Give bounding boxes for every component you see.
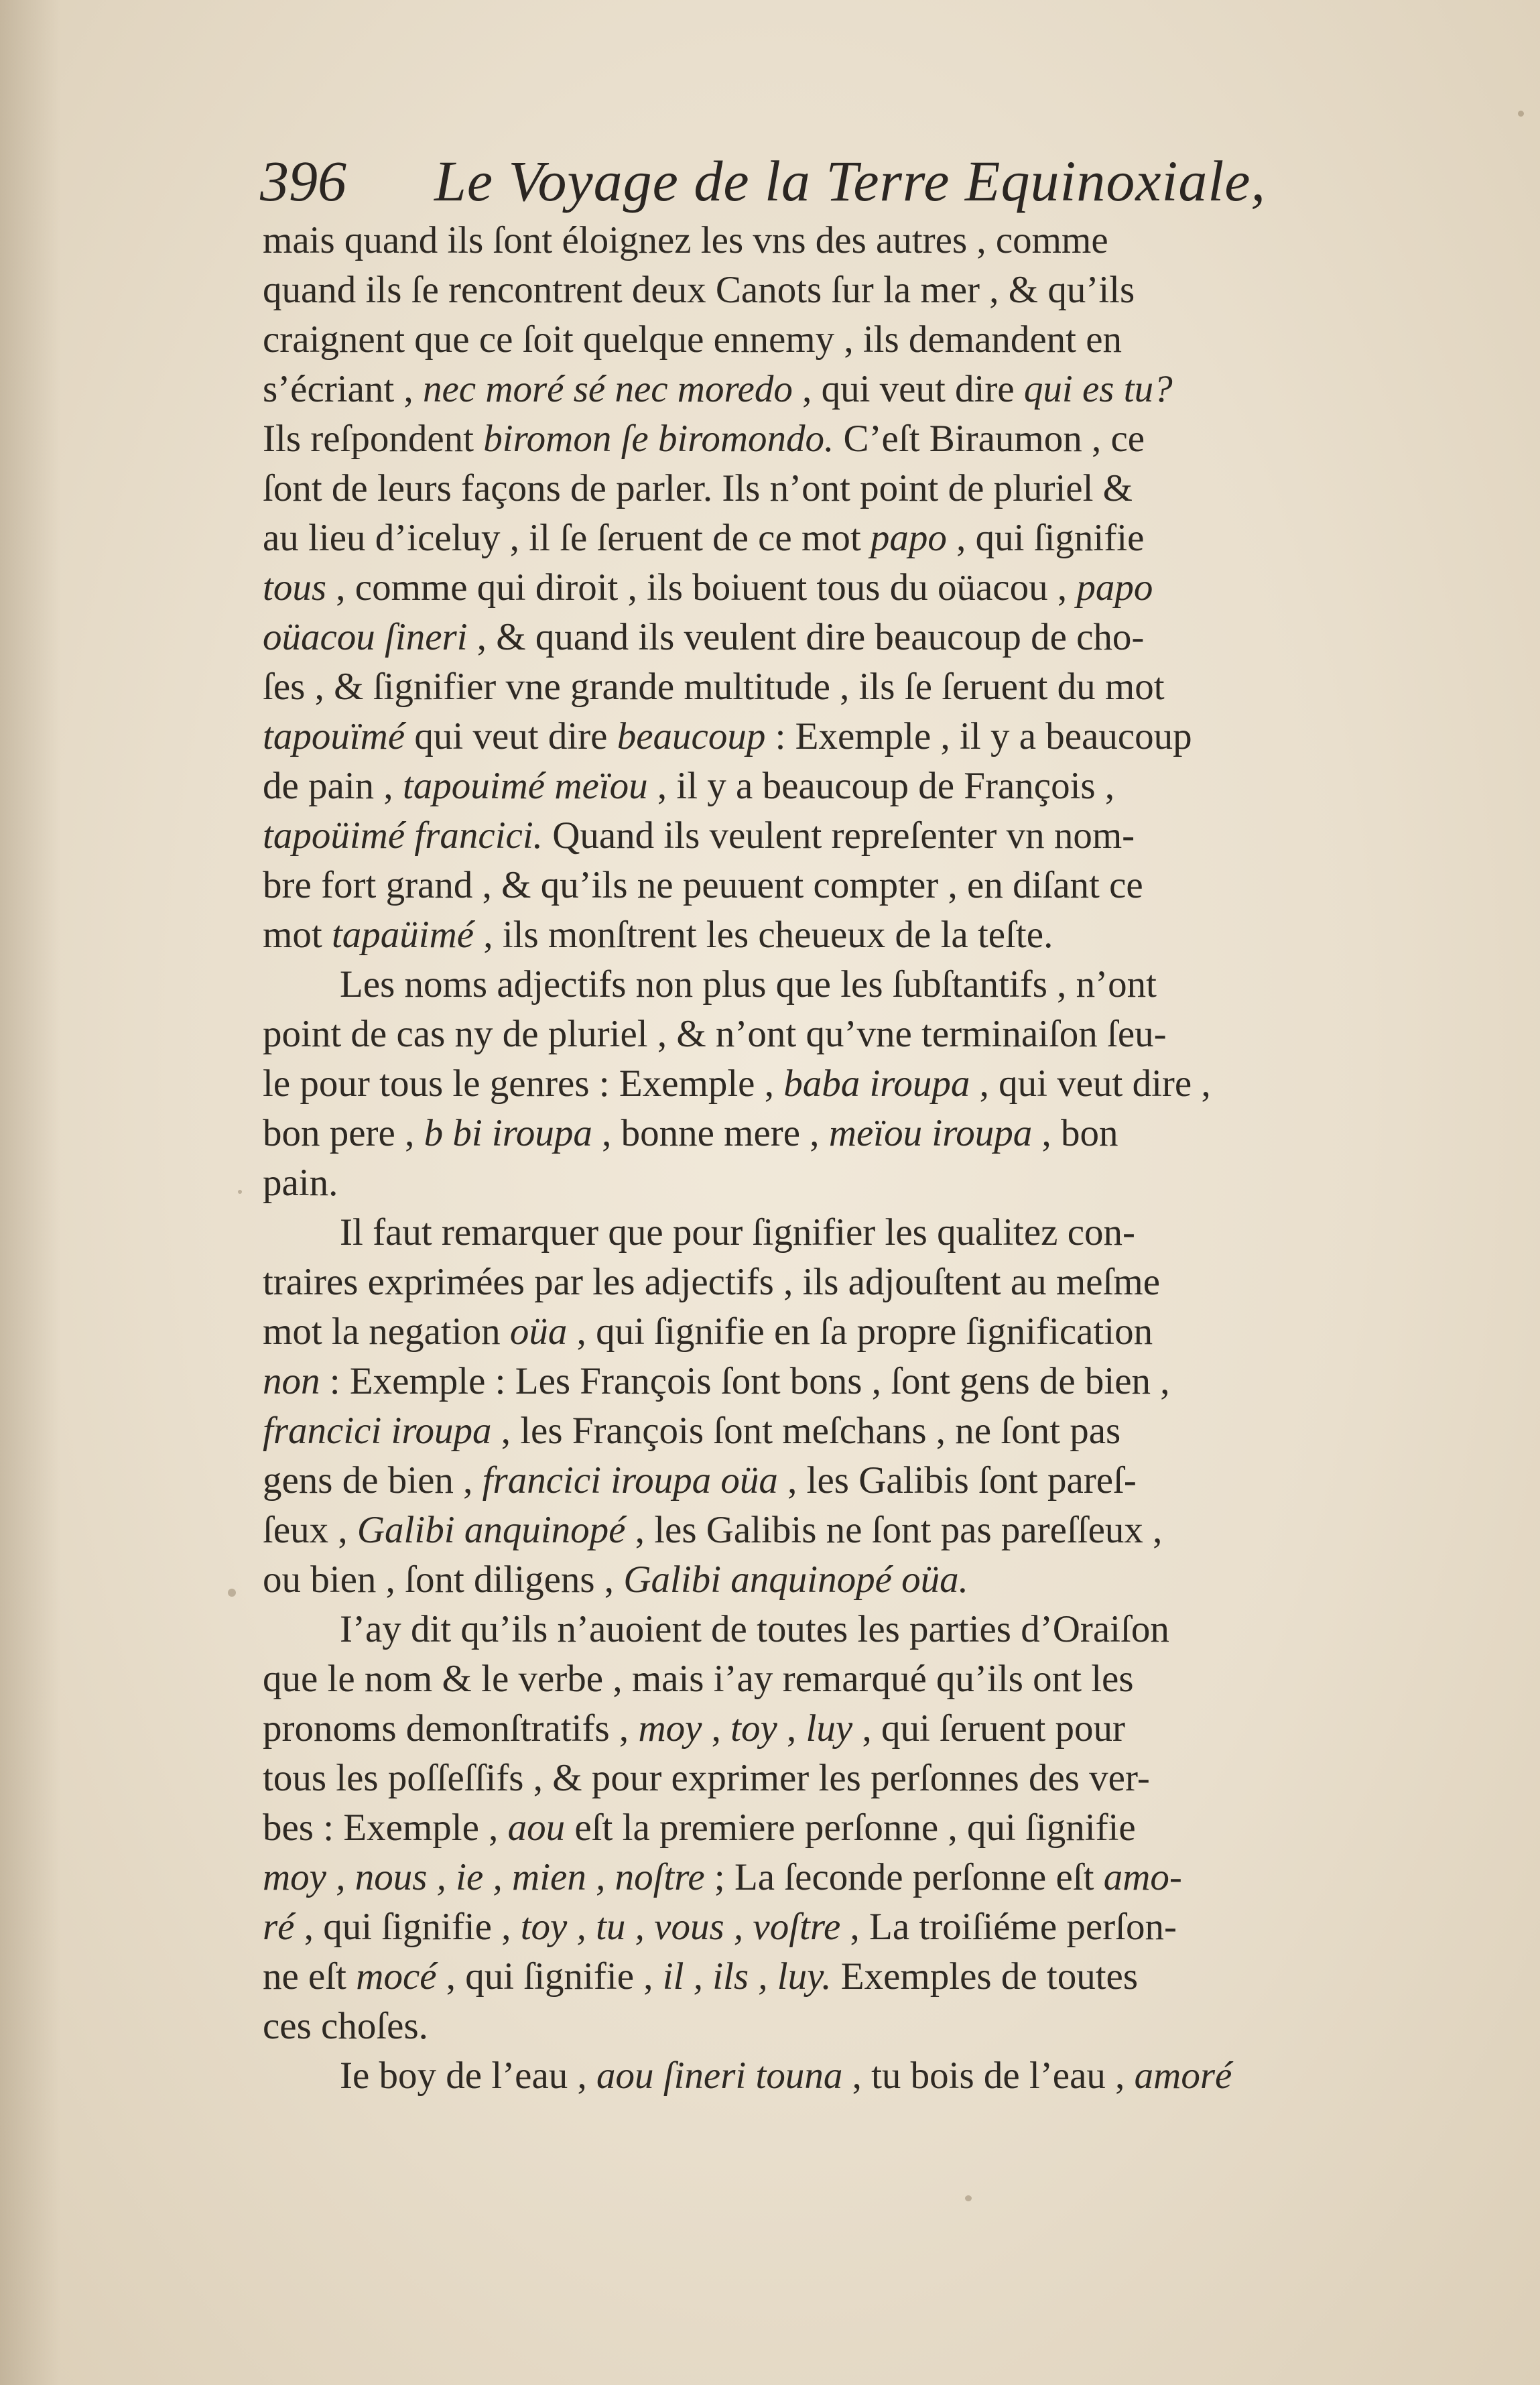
paper-speck [965, 2195, 972, 2201]
paper-speck [238, 1190, 242, 1194]
paper-speck [228, 1589, 236, 1597]
text-segment: , les Galibis ſont pareſ- [777, 1459, 1137, 1502]
text-line [263, 1059, 1429, 1109]
text-line [263, 1853, 1429, 1902]
text-line [263, 1158, 1429, 1208]
text-line [263, 1208, 1429, 1258]
text-segment: bon pere , [263, 1112, 424, 1154]
text-line [263, 513, 1429, 563]
text-segment: , qui ſignifie , [294, 1906, 521, 1948]
italic-term: toy , tu , vous , voſtre [520, 1906, 841, 1948]
text-segment: Exemples de toutes [831, 1955, 1139, 1998]
text-segment: point de cas ny de pluriel , & n’ont qu’vne terminaiſon ſeu- [263, 1013, 1167, 1055]
text-segment: , La troiſiéme perſon- [840, 1906, 1177, 1948]
text-line [263, 712, 1429, 761]
text-segment: eſt la premiere perſonne , qui ſignifie [565, 1807, 1136, 1849]
italic-term: tous [263, 566, 327, 609]
text-line [263, 265, 1429, 315]
text-line [263, 464, 1429, 513]
text-segment: , qui ſignifie en ſa propre ſignification [567, 1310, 1153, 1353]
page-gutter-shadow [0, 0, 60, 2385]
text-line [263, 662, 1429, 712]
text-segment: bes : Exemple , [263, 1807, 508, 1849]
text-segment: traires exprimées par les adjectifs , ils adjouſtent au meſme [263, 1261, 1161, 1303]
text-line [263, 1307, 1429, 1357]
italic-term: il , ils , luy. [662, 1955, 832, 1998]
text-segment: Il faut remarquer que pour ſignifier les qualitez con- [340, 1211, 1136, 1253]
italic-term: aou ſineri touna [596, 2055, 843, 2097]
text-segment: ces choſes. [263, 2005, 428, 2047]
text-segment: ſont de leurs façons de parler. Ils n’ont point de pluriel & [263, 467, 1133, 509]
text-segment: , les Galibis ne ſont pas pareſſeux , [625, 1509, 1163, 1551]
text-segment: , qui ſignifie [946, 517, 1145, 559]
italic-term: francici iroupa [263, 1410, 492, 1452]
text-line [263, 563, 1429, 613]
italic-term: francici iroupa oüa [482, 1459, 778, 1502]
italic-term: amoré [1134, 2055, 1232, 2097]
text-line [263, 1754, 1429, 1803]
text-line [263, 811, 1429, 861]
text-segment: de pain , [263, 765, 403, 807]
page-header [260, 141, 1292, 221]
text-line [263, 910, 1429, 960]
text-line [263, 315, 1429, 365]
text-segment: : Exemple : Les François ſont bons , ſont gens de bien , [320, 1360, 1170, 1402]
text-segment: mais quand ils ſont éloignez les vns des autres , comme [263, 219, 1108, 261]
text-segment: , comme qui diroit , ils boiuent tous du oüacou , [326, 566, 1077, 609]
text-segment: tous les poſſeſſifs , & pour exprimer les perſonnes des ver- [263, 1757, 1150, 1799]
text-segment: , & quand ils veulent dire beaucoup de cho- [467, 616, 1145, 658]
text-segment: pronoms demonſtratifs , [263, 1707, 639, 1750]
italic-term: tapaüimé [331, 914, 474, 956]
text-line [263, 960, 1429, 1010]
text-segment: ne eſt [263, 1955, 357, 1998]
italic-term: Galibi anquinopé oüa. [623, 1558, 968, 1601]
text-segment: s’écriant , [263, 368, 423, 410]
text-segment: pain. [263, 1162, 338, 1204]
paper-speck [1518, 111, 1524, 117]
text-line [263, 365, 1429, 414]
text-line [263, 761, 1429, 811]
text-line [263, 1357, 1429, 1406]
italic-term: beaucoup [617, 715, 766, 757]
italic-term: papo [1076, 566, 1153, 609]
italic-term: b bi iroupa [424, 1112, 592, 1154]
text-segment: , qui ſignifie , [436, 1955, 663, 1998]
text-segment: , tu bois de l’eau , [842, 2055, 1135, 2097]
italic-term: moy , nous , ie , mien , noſtre [263, 1856, 705, 1898]
text-segment: Les noms adjectifs non plus que les ſubſtantifs , n’ont [340, 963, 1157, 1005]
text-segment: Quand ils veulent repreſenter vn nom- [542, 814, 1135, 857]
text-segment: mot [263, 914, 332, 956]
text-line [263, 1555, 1429, 1605]
running-title: Le Voyage de la Terre Equinoxiale, [434, 149, 1266, 213]
text-segment: , les François ſont meſchans , ne ſont pas [491, 1410, 1121, 1452]
text-line [263, 1654, 1429, 1704]
text-line [263, 2002, 1429, 2051]
italic-term: tapouimé meïou [402, 765, 648, 807]
text-segment: : Exemple , il y a beaucoup [765, 715, 1192, 757]
italic-term: nec moré sé nec moredo [422, 368, 793, 410]
text-line [263, 2051, 1429, 2101]
text-segment: , bon [1032, 1112, 1118, 1154]
text-segment: , [702, 1707, 731, 1750]
italic-term: non [263, 1360, 320, 1402]
text-segment: I’ay dit qu’ils n’auoient de toutes les parties d’Oraiſon [340, 1608, 1169, 1650]
text-segment: , qui ſeruent pour [852, 1707, 1126, 1750]
text-segment: C’eſt Biraumon , ce [834, 418, 1145, 460]
text-line [263, 1109, 1429, 1158]
text-line [263, 414, 1429, 464]
italic-term: luy [806, 1707, 853, 1750]
italic-term: aou [507, 1807, 566, 1849]
italic-term: biromon ſe biromondo. [483, 418, 834, 460]
text-segment: craignent que ce ſoit quelque ennemy , ils demandent en [263, 318, 1122, 361]
text-segment: ſes , & ſignifier vne grande multitude , ils ſe ſeruent du mot [263, 666, 1165, 708]
text-line [263, 1258, 1429, 1307]
italic-term: tapouïmé [263, 715, 405, 757]
italic-term: mocé [356, 1955, 437, 1998]
text-line [263, 1506, 1429, 1555]
text-line [263, 1952, 1429, 2002]
italic-term: Galibi anquinopé [357, 1509, 626, 1551]
text-segment: , qui veut dire [792, 368, 1024, 410]
italic-term: oüa [509, 1310, 568, 1353]
text-segment: le pour tous le genres : Exemple , [263, 1062, 784, 1105]
text-segment: au lieu d’iceluy , il ſe ſeruent de ce mot [263, 517, 871, 559]
text-line [263, 613, 1429, 662]
italic-term: papo [870, 517, 947, 559]
text-segment: Ils reſpondent [263, 418, 484, 460]
italic-term: amo- [1103, 1856, 1182, 1898]
text-segment: , bonne mere , [592, 1112, 829, 1154]
text-line [263, 216, 1429, 265]
text-line [263, 1803, 1429, 1853]
page-number: 396 [260, 149, 346, 213]
text-segment: , ils monſtrent les cheueux de la teſte. [474, 914, 1053, 956]
italic-term: oüacou ſineri [263, 616, 468, 658]
text-line [263, 861, 1429, 910]
body-text [263, 216, 1429, 2101]
text-segment: gens de bien , [263, 1459, 483, 1502]
italic-term: qui es tu? [1023, 368, 1173, 410]
italic-term: moy [638, 1707, 702, 1750]
text-segment: qui veut dire [405, 715, 617, 757]
italic-term: baba iroupa [783, 1062, 970, 1105]
text-segment: bre fort grand , & qu’ils ne peuuent compter , en diſant ce [263, 864, 1143, 906]
text-segment: ; La ſeconde perſonne eſt [704, 1856, 1104, 1898]
text-segment: , qui veut dire , [970, 1062, 1211, 1105]
italic-term: tapoüimé francici. [263, 814, 543, 857]
text-segment: Ie boy de l’eau , [340, 2055, 596, 2097]
text-segment: quand ils ſe rencontrent deux Canots ſur la mer , & qu’ils [263, 269, 1135, 311]
text-segment: mot la negation [263, 1310, 510, 1353]
italic-term: meïou iroupa [828, 1112, 1033, 1154]
text-line [263, 1456, 1429, 1506]
text-line [263, 1704, 1429, 1754]
text-line [263, 1010, 1429, 1059]
text-segment: ou bien , ſont diligens , [263, 1558, 624, 1601]
text-line [263, 1605, 1429, 1654]
text-line [263, 1902, 1429, 1952]
italic-term: ré [263, 1906, 295, 1948]
text-segment: , [777, 1707, 806, 1750]
text-line [263, 1406, 1429, 1456]
italic-term: toy [730, 1707, 777, 1750]
text-segment: ſeux , [263, 1509, 357, 1551]
text-segment: que le nom & le verbe , mais i’ay remarqué qu’ils ont les [263, 1658, 1134, 1700]
text-segment: , il y a beaucoup de François , [647, 765, 1115, 807]
